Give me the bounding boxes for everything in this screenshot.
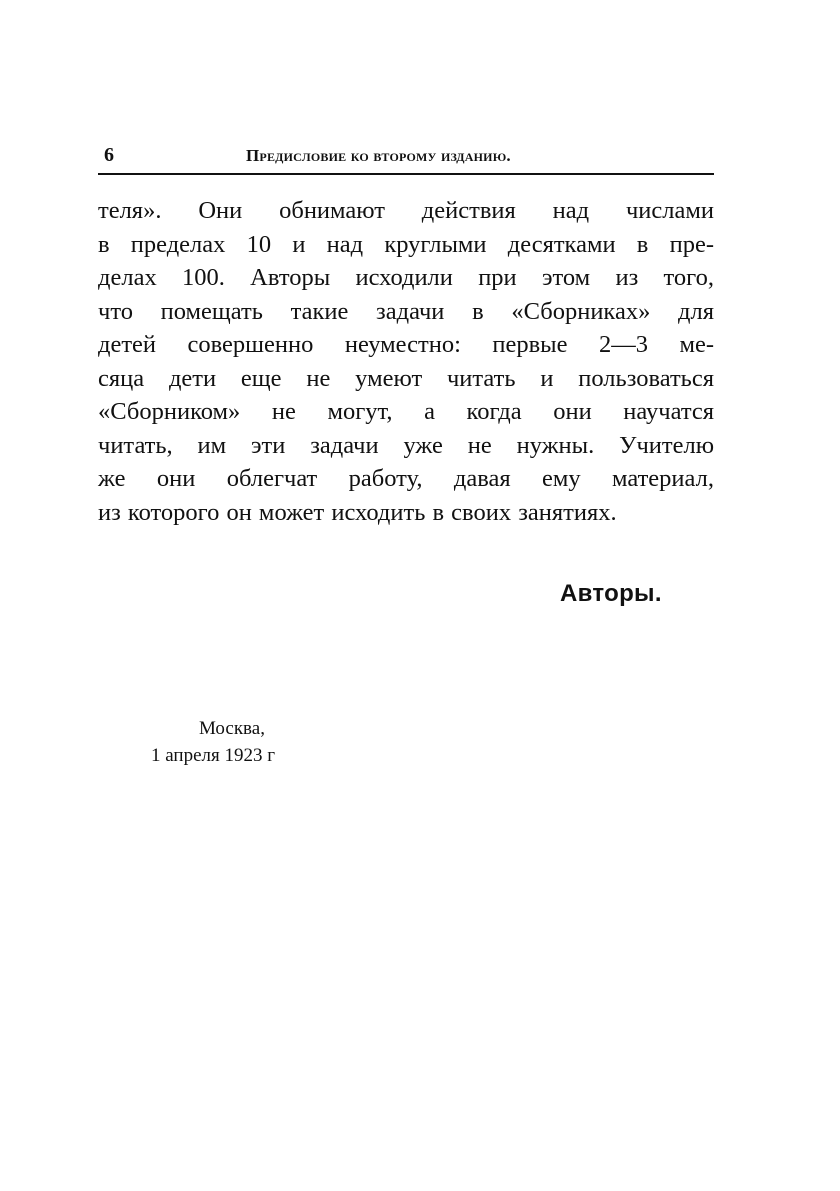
text-line: из которого он может исходить в своих занятиях.: [98, 498, 617, 526]
running-title: Предисловие ко второму изданию.: [246, 146, 511, 165]
page-header: [98, 140, 714, 170]
text-line: «Сборником» не могут, а когда они научатся: [98, 398, 714, 425]
authors-signature: Авторы.: [560, 580, 662, 607]
text-line: детей совершенно неуместно: первые 2—3 ме-: [98, 331, 714, 358]
text-line: делах 100. Авторы исходили при этом из того,: [98, 264, 714, 291]
dateline-place: Москва,: [199, 718, 265, 739]
text-line: теля». Они обнимают действия над числами: [98, 197, 714, 224]
body-paragraph: [98, 194, 714, 529]
text-line: же они облегчат работу, давая ему материал,: [98, 465, 714, 492]
text-line: что помещать такие задачи в «Сборниках» для: [98, 297, 714, 325]
header-rule: [98, 173, 714, 175]
page-number: 6: [104, 144, 114, 166]
text-line: сяца дети еще не умеют читать и пользоваться: [98, 364, 714, 392]
text-line: читать, им эти задачи уже не нужны. Учителю: [98, 431, 714, 459]
dateline-date: 1 апреля 1923 г: [151, 745, 276, 766]
text-line: в пределах 10 и над круглыми десятками в пре-: [98, 230, 714, 258]
